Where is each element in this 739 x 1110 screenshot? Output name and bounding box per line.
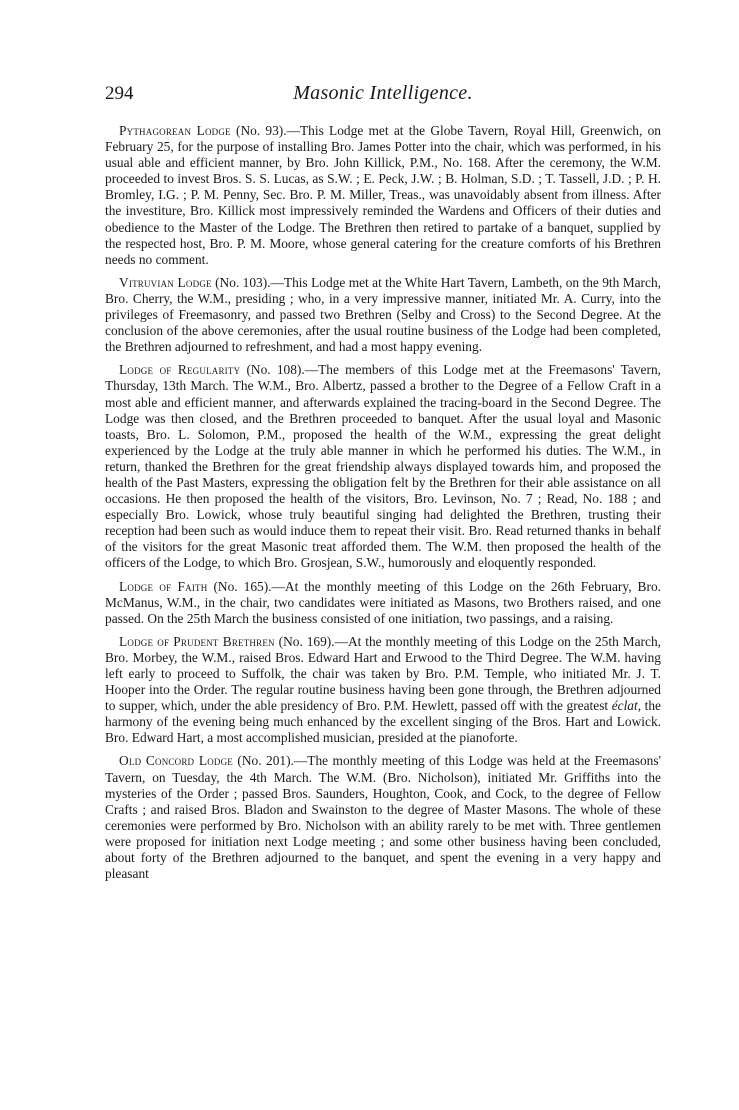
article-body: (No. 108).—The members of this Lodge met at the Freemasons' Tavern, Thursday, 13th March. The W.M., Bro. Albertz, passed a brother to the Degree of a Fellow Craft in a most able and efficient manner, and afterwards explained the tracing-board in the Second Degree. The Lodge was then closed, and the Brethren proceeded to banquet. After the usual loyal and Masonic toasts, Bro. L. Solomon, P.M., proposed the health of the W.M., expressing the great delight experienced by the Lodge at the truly able manner in which he performed his duties. The W.M., in return, thanked the Brethren for the great friendship always displayed towards him, and proposed the health of the Past Masters, expressing the obligation felt by the Brethren for their able assistance on all occasions. He then proposed the health of the visitors, Bro. Levinson, No. 7 ; Read, No. 188 ; and especially Bro. Lowick, whose truly beautiful singing had delighted the Brethren, trusting their reception had been such as would induce them to repeat their visit. Bro. Read returned thanks in behalf of the visitors for the great Masonic treat afforded them. The W.M. then proposed the health of the officers of the Lodge, to which Bro. Grosjean, S.W., humorously and eloquently responded. bbox=[105, 362, 661, 571]
article-heading: Pythagorean Lodge bbox=[119, 123, 231, 138]
article-vitruvian-lodge bbox=[105, 275, 661, 355]
article-heading: Lodge of Faith bbox=[119, 578, 208, 594]
article-body: (No. 165).—At the monthly meeting of this Lodge on the 26th February, Bro. McManus, W.M., in the chair, two candidates were initiated as Masons, two Brothers raised, and one passed. On the 25th March the business consisted of one initiation, two passings, and a raising. bbox=[105, 578, 661, 626]
article-heading: Lodge of Regularity bbox=[119, 362, 241, 378]
article-body: (No. 93).—This Lodge met at the Globe Tavern, Royal Hill, Greenwich, on February 25, for the purpose of installing Bro. James Potter into the chair, which was performed, in his usual able and efficient manner, by Bro. John Killick, P.M., No. 168. After the ceremony, the W.M. proceeded to invest Bros. S. S. Lucas, as S.W. ; E. Peck, J.W. ; B. Holman, S.D. ; T. Tassell, J.D. ; P. H. Bromley, I.G. ; P. M. Penny, Sec. Bro. P. M. Miller, Treas., was unavoidably absent from illness. After the investiture, Bro. Killick most impressively reminded the Wardens and Officers of their duties and obedience to the Master of the Lodge. The Brethren then retired to partake of a banquet, supplied by the respected host, Bro. P. M. Moore, whose general catering for the creature comforts of his Brethren needs no comment. bbox=[105, 123, 661, 267]
running-title: Masonic Intelligence. bbox=[293, 82, 473, 104]
article-heading: Vitruvian Lodge bbox=[119, 274, 212, 290]
article-lodge-of-prudent-brethren bbox=[105, 634, 661, 747]
page-header: 294 Masonic Intelligence. bbox=[105, 82, 661, 105]
article-lodge-of-faith bbox=[105, 579, 661, 627]
article-heading: Lodge of Prudent Brethren bbox=[119, 633, 275, 649]
article-pythagorean-lodge bbox=[105, 123, 661, 268]
article-heading: Old Concord Lodge bbox=[119, 753, 234, 769]
article-body: (No. 201).—The monthly meeting of this Lodge was held at the Freemasons' Tavern, on Tuesday, the 4th March. The W.M. (Bro. Nicholson), initiated Mr. Griffiths into the mysteries of the Order ; passed Bros. Saunders, Houghton, Cook, and Cock, to the degree of Fellow Crafts ; and raised Bros. Bladon and Swainston to the degree of Master Masons. The whole of these ceremonies were performed by Bro. Nicholson with an ability rarely to be met with. Three gentlemen were proposed for initiation next Lodge meeting ; and some other business having been concluded, about forty of the Brethren adjourned to the banquet, and spent the evening in a very happy and pleasant bbox=[105, 753, 662, 882]
article-body: the harmony of the evening being much enhanced by the excellent singing of the Bros. Hart and Lowick. Bro. Edward Hart, a most accomplished musician, presided at the pianoforte. bbox=[105, 698, 661, 746]
article-body: (No. 103).—This Lodge met at the White Hart Tavern, Lambeth, on the 9th March, Bro. Cherry, the W.M., presiding ; who, in a very impressive manner, initiated Mr. A. Curry, into the privileges of Freemasonry, and passed two Brethren (Selby and Cross) to the Second Degree. At the conclusion of the above ceremonies, after the usual routine business of the Lodge had been completed, the Brethren adjourned to refreshment, and had a most happy evening. bbox=[105, 274, 661, 355]
article-body-italic: éclat, bbox=[611, 698, 642, 714]
article-old-concord-lodge bbox=[105, 753, 661, 882]
article-body: (No. 169).—At the monthly meeting of this Lodge on the 25th March, Bro. Morbey, the W.M., raised Bros. Edward Hart and Erwood to the Third Degree. The W.M. having left early to proceed to Suffolk, the chair was taken by Bro. P.M. Temple, who initiated Mr. J. T. Hooper into the Order. The regular routine business having been gone through, the Brethren adjourned to supper, which, under the able presidency of Bro. P.M. Hewlett, passed off with the greatest bbox=[105, 633, 661, 714]
article-lodge-of-regularity bbox=[105, 362, 661, 571]
